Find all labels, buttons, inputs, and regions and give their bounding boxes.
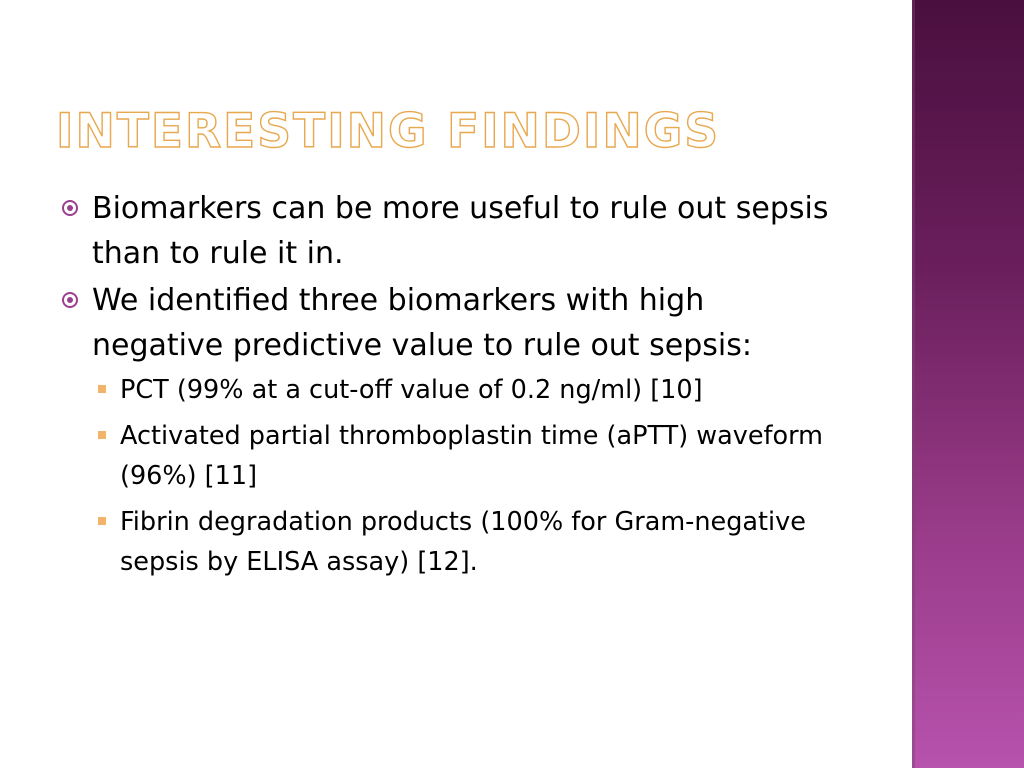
sub-bullet-text: PCT (99% at a cut-off value of 0.2 ng/ml) [10]: [120, 375, 703, 405]
sub-bullet-item: [62, 370, 842, 410]
square-bullet-icon: [98, 517, 106, 525]
slide-title: INTERESTING FINDINGS: [56, 104, 721, 159]
bullet-text: We identified three biomarkers with high negative predictive value to rule out sepsis:: [92, 283, 752, 363]
square-bullet-icon: [98, 385, 106, 393]
bullet-item: [62, 186, 842, 276]
circle-bullet-icon: [62, 200, 78, 216]
sub-bullet-text: Fibrin degradation products (100% for Gram-negative sepsis by ELISA assay) [12].: [120, 507, 806, 577]
side-panel-edge: [912, 0, 915, 768]
decorative-side-panel: [912, 0, 1024, 768]
sub-bullet-text: Activated partial thromboplastin time (aPTT) waveform (96%) [11]: [120, 421, 823, 491]
sub-bullet-item: [62, 416, 842, 496]
bullet-item: [62, 278, 842, 368]
bullet-text: Biomarkers can be more useful to rule out sepsis than to rule it in.: [92, 191, 829, 271]
circle-bullet-icon: [62, 292, 78, 308]
square-bullet-icon: [98, 431, 106, 439]
sub-bullet-item: [62, 502, 842, 582]
slide-content: [62, 186, 842, 588]
